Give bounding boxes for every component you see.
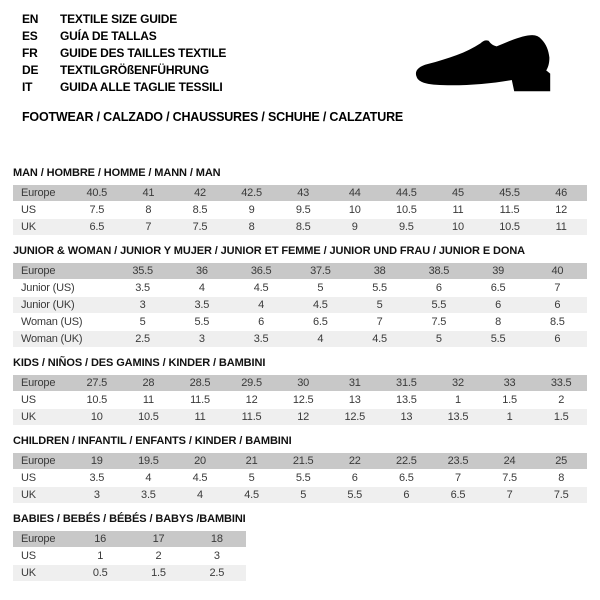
size-cell: 12 <box>555 204 568 216</box>
table-section <box>13 166 587 236</box>
size-cell: 10.5 <box>86 394 108 406</box>
size-cell: 4 <box>174 487 226 503</box>
size-cell: 5 <box>317 282 324 294</box>
category-title: FOOTWEAR / CALZADO / CHAUSSURES / SCHUHE / CALZATURE <box>22 110 404 124</box>
table-row <box>13 314 587 330</box>
size-cell: 10.5 <box>396 204 417 216</box>
table-row <box>13 531 246 547</box>
size-cell: 6 <box>258 316 265 328</box>
table-section <box>13 244 587 348</box>
table-row <box>13 565 246 581</box>
size-cell: 12 <box>245 394 258 406</box>
size-cell: 33 <box>484 375 536 391</box>
size-cell: 21.5 <box>277 453 329 469</box>
row-label-cell: UK <box>13 219 71 235</box>
size-cell: 6 <box>528 297 587 313</box>
size-cell: 5.5 <box>469 331 528 347</box>
table-row <box>13 548 246 564</box>
size-cell: 6 <box>469 297 528 313</box>
table-row <box>13 487 587 503</box>
table-row <box>13 185 587 201</box>
size-cell: 6.5 <box>490 282 506 294</box>
size-cell: 12 <box>277 409 329 425</box>
size-cell: 19.5 <box>123 453 175 469</box>
size-cell: 41 <box>123 185 175 201</box>
table-row <box>13 375 587 391</box>
size-cell: 3.5 <box>123 487 175 503</box>
size-cell: 4.5 <box>226 487 278 503</box>
size-cell: 11.5 <box>226 409 278 425</box>
size-cell: 3.5 <box>135 282 150 294</box>
size-cell: 10 <box>71 409 123 425</box>
size-cell: 5.5 <box>372 282 387 294</box>
size-cell: 11.5 <box>499 204 520 216</box>
size-cell: 4.5 <box>192 472 208 484</box>
size-cell: 1.5 <box>129 565 187 581</box>
language-code: FR <box>22 46 38 60</box>
size-cell: 12.5 <box>292 394 314 406</box>
size-cell: 40.5 <box>71 185 123 201</box>
size-cell: 6.5 <box>399 472 414 484</box>
size-cell: 8 <box>495 316 502 328</box>
row-label-cell: UK <box>13 565 71 581</box>
size-cell: 5.5 <box>194 316 210 328</box>
table-title: JUNIOR & WOMAN / JUNIOR Y MUJER / JUNIOR ET FEMME / JUNIOR UND FRAU / JUNIOR E DONA <box>13 245 526 257</box>
size-cell: 3.5 <box>172 297 231 313</box>
size-table <box>13 262 587 348</box>
size-cell: 11.5 <box>190 394 210 406</box>
size-cell: 3 <box>213 550 220 562</box>
row-label-cell: Woman (UK) <box>13 331 113 347</box>
size-cell: 11 <box>452 204 464 216</box>
size-cell: 45 <box>432 185 484 201</box>
language-code: DE <box>22 63 39 77</box>
size-cell: 21 <box>226 453 278 469</box>
size-cell: 1 <box>484 409 536 425</box>
table-row <box>13 470 587 486</box>
size-cell: 2 <box>155 550 162 562</box>
size-cell: 42.5 <box>226 185 278 201</box>
size-cell: 7 <box>123 219 175 235</box>
table-row <box>13 263 587 279</box>
size-cell: 11 <box>174 409 226 425</box>
size-cell: 4 <box>291 331 350 347</box>
table-section <box>13 512 587 582</box>
size-cell: 36.5 <box>232 263 291 279</box>
size-cell: 30 <box>277 375 329 391</box>
row-label-cell: US <box>21 550 36 562</box>
table-title: MAN / HOMBRE / HOMME / MANN / MAN <box>13 167 221 179</box>
table-row <box>13 202 587 218</box>
size-cell: 10.5 <box>484 219 536 235</box>
size-cell: 31 <box>329 375 381 391</box>
size-cell: 6 <box>381 487 433 503</box>
row-label-cell: UK <box>13 487 71 503</box>
size-cell: 7.5 <box>431 316 447 328</box>
size-cell: 39 <box>469 263 528 279</box>
row-label-cell: Europe <box>13 263 113 279</box>
size-cell: 28.5 <box>174 375 226 391</box>
size-cell: 38 <box>350 263 409 279</box>
row-label-cell: Junior (US) <box>21 282 75 294</box>
size-cell: 1 <box>97 550 104 562</box>
row-label-cell: US <box>21 204 36 216</box>
size-cell: 22.5 <box>381 453 433 469</box>
size-cell: 8 <box>558 472 565 484</box>
size-cell: 6.5 <box>71 219 123 235</box>
size-cell: 5 <box>139 316 146 328</box>
table-row <box>13 409 587 425</box>
size-cell: 3 <box>71 487 123 503</box>
size-cell: 3.5 <box>89 472 105 484</box>
row-label-cell: UK <box>13 409 71 425</box>
size-cell: 1.5 <box>535 409 587 425</box>
size-cell: 3 <box>172 331 231 347</box>
size-cell: 29.5 <box>226 375 278 391</box>
size-cell: 7 <box>554 282 561 294</box>
dress-shoe-silhouette-icon <box>394 24 580 104</box>
size-cell: 8.5 <box>550 316 565 328</box>
size-cell: 37.5 <box>291 263 350 279</box>
size-cell: 38.5 <box>409 263 468 279</box>
size-cell: 5.5 <box>295 472 311 484</box>
size-cell: 2 <box>558 394 565 406</box>
table-title: CHILDREN / INFANTIL / ENFANTS / KINDER / BAMBINI <box>13 435 292 447</box>
size-cell: 4 <box>232 297 291 313</box>
size-cell: 18 <box>188 531 246 547</box>
size-cell: 19 <box>71 453 123 469</box>
table-row <box>13 453 587 469</box>
size-cell: 5 <box>277 487 329 503</box>
table-section <box>13 434 587 504</box>
size-cell: 45.5 <box>484 185 536 201</box>
size-cell: 7 <box>454 472 461 484</box>
size-cell: 4 <box>145 472 152 484</box>
size-cell: 44.5 <box>381 185 433 201</box>
size-cell: 0.5 <box>71 565 129 581</box>
size-cell: 28 <box>123 375 175 391</box>
size-cell: 13.5 <box>432 409 484 425</box>
size-cell: 8 <box>226 219 278 235</box>
size-cell: 33.5 <box>535 375 587 391</box>
row-label-cell: US <box>21 472 36 484</box>
size-cell: 4.5 <box>253 282 269 294</box>
size-cell: 7.5 <box>502 472 517 484</box>
size-table <box>13 530 246 582</box>
language-code: IT <box>22 80 33 94</box>
size-cell: 20 <box>174 453 226 469</box>
size-cell: 3 <box>113 297 172 313</box>
size-cell: 4.5 <box>291 297 350 313</box>
row-label-cell: Junior (UK) <box>13 297 113 313</box>
size-cell: 44 <box>329 185 381 201</box>
size-table <box>13 374 587 426</box>
size-table <box>13 184 587 236</box>
language-label: GUIDE DES TAILLES TEXTILE <box>60 46 227 60</box>
size-cell: 8 <box>145 204 152 216</box>
size-cell: 11 <box>142 394 154 406</box>
size-cell: 8.5 <box>277 219 329 235</box>
size-cell: 16 <box>71 531 129 547</box>
size-cell: 10 <box>432 219 484 235</box>
size-cell: 3.5 <box>232 331 291 347</box>
size-tables <box>13 166 587 582</box>
table-section <box>13 356 587 426</box>
size-cell: 1.5 <box>502 394 517 406</box>
language-label: TEXTILGRÖßENFÜHRUNG <box>60 63 209 77</box>
table-title: BABIES / BEBÉS / BÉBÉS / BABYS /BAMBINI <box>13 513 246 525</box>
table-row <box>13 219 587 235</box>
size-cell: 9 <box>248 204 255 216</box>
size-cell: 13 <box>381 409 433 425</box>
size-cell: 9 <box>329 219 381 235</box>
size-cell: 9.5 <box>381 219 433 235</box>
size-cell: 2.5 <box>113 331 172 347</box>
row-label-cell: Woman (US) <box>21 316 83 328</box>
size-cell: 31.5 <box>381 375 433 391</box>
size-cell: 1 <box>454 394 461 406</box>
size-cell: 10 <box>348 204 361 216</box>
table-title: KIDS / NIÑOS / DES GAMINS / KINDER / BAMBINI <box>13 357 266 369</box>
table-row <box>13 331 587 347</box>
size-cell: 42 <box>174 185 226 201</box>
size-cell: 13 <box>348 394 361 406</box>
row-label-cell: Europe <box>13 531 71 547</box>
size-cell: 5.5 <box>329 487 381 503</box>
table-row <box>13 297 587 313</box>
size-cell: 5 <box>248 472 255 484</box>
size-cell: 6 <box>528 331 587 347</box>
size-cell: 46 <box>535 185 587 201</box>
size-cell: 17 <box>129 531 187 547</box>
size-cell: 6.5 <box>432 487 484 503</box>
size-cell: 12.5 <box>329 409 381 425</box>
size-cell: 7 <box>484 487 536 503</box>
size-cell: 6 <box>351 472 358 484</box>
size-cell: 10.5 <box>123 409 175 425</box>
size-cell: 22 <box>329 453 381 469</box>
size-cell: 27.5 <box>71 375 123 391</box>
size-cell: 23.5 <box>432 453 484 469</box>
size-cell: 9.5 <box>295 204 311 216</box>
size-cell: 8.5 <box>192 204 208 216</box>
language-code: ES <box>22 29 38 43</box>
size-cell: 32 <box>432 375 484 391</box>
size-cell: 2.5 <box>188 565 246 581</box>
language-label: TEXTILE SIZE GUIDE <box>60 12 178 26</box>
table-row <box>13 280 587 296</box>
size-cell: 7.5 <box>535 487 587 503</box>
size-cell: 5.5 <box>409 297 468 313</box>
size-cell: 4 <box>198 282 205 294</box>
size-cell: 11 <box>535 219 587 235</box>
size-table <box>13 452 587 504</box>
language-code: EN <box>22 12 39 26</box>
size-cell: 6.5 <box>313 316 328 328</box>
size-cell: 5 <box>350 297 409 313</box>
size-cell: 24 <box>484 453 536 469</box>
size-cell: 40 <box>528 263 587 279</box>
size-cell: 43 <box>277 185 329 201</box>
size-cell: 7.5 <box>89 204 105 216</box>
size-cell: 13.5 <box>396 394 417 406</box>
row-label-cell: Europe <box>13 185 71 201</box>
table-row <box>13 392 587 408</box>
size-cell: 25 <box>535 453 587 469</box>
size-cell: 6 <box>435 282 442 294</box>
size-cell: 7.5 <box>174 219 226 235</box>
size-cell: 7 <box>376 316 383 328</box>
size-cell: 4.5 <box>350 331 409 347</box>
size-cell: 5 <box>409 331 468 347</box>
row-label-cell: Europe <box>13 453 71 469</box>
language-label: GUÍA DE TALLAS <box>60 29 157 43</box>
language-label: GUIDA ALLE TAGLIE TESSILI <box>60 80 223 94</box>
row-label-cell: Europe <box>13 375 71 391</box>
row-label-cell: US <box>21 394 36 406</box>
size-cell: 36 <box>172 263 231 279</box>
size-cell: 35.5 <box>113 263 172 279</box>
